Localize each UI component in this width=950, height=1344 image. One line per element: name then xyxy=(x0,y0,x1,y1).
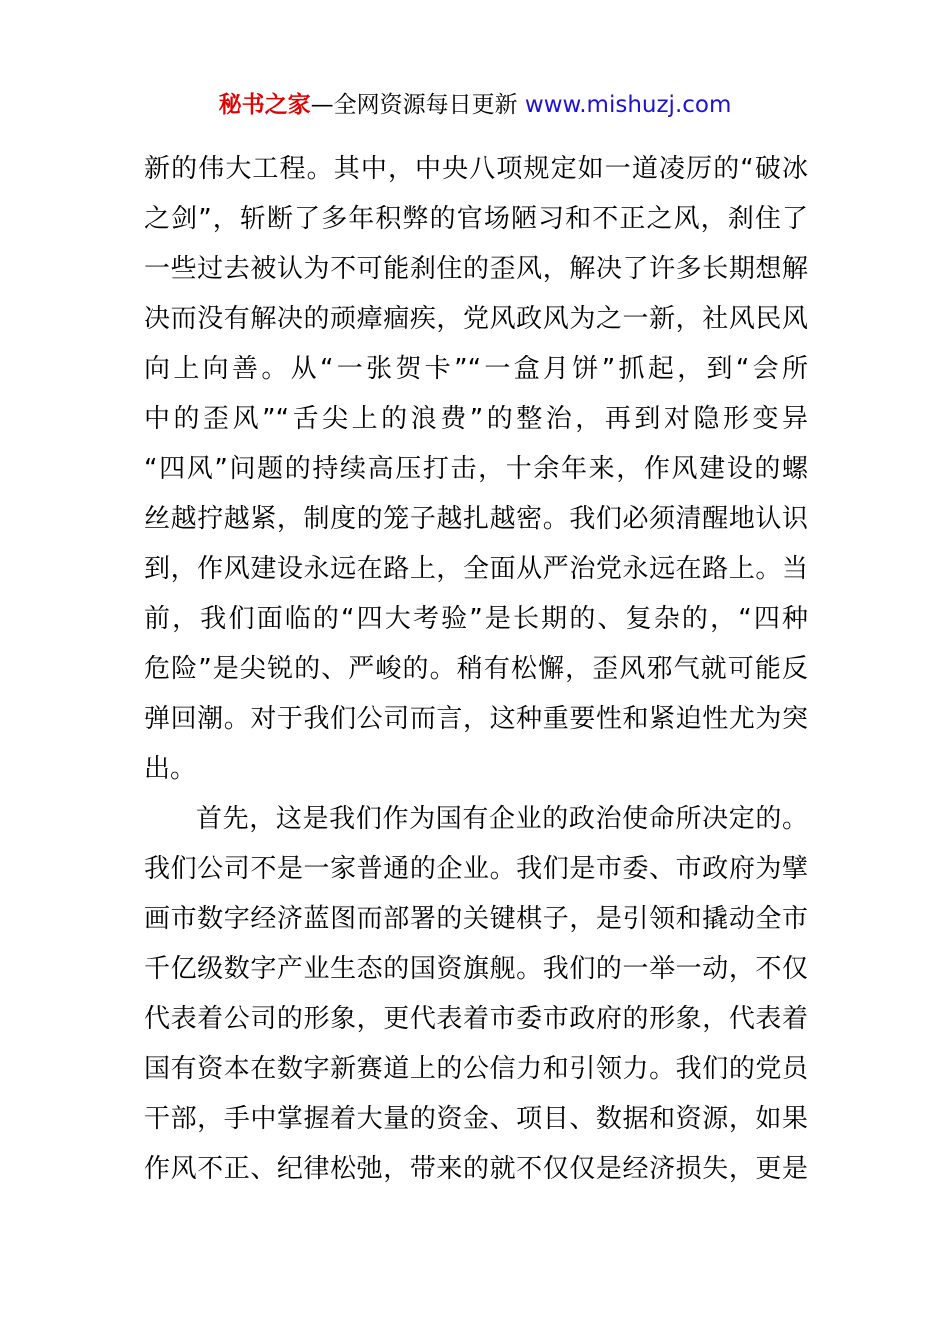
text-line: “四风”问题的持续高压打击，十余年来，作风建设的螺 xyxy=(144,454,808,484)
page-header xyxy=(0,88,950,122)
text-line: 首先，这是我们作为国有企业的政治使命所决定的。 xyxy=(196,804,808,834)
text-line: 决而没有解决的顽瘴痼疾，党风政风为之一新，社风民风 xyxy=(144,304,808,334)
text-line: 作风不正、纪律松弛，带来的就不仅仅是经济损失，更是 xyxy=(144,1154,808,1184)
body-text xyxy=(144,144,808,1194)
text-line: 前，我们面临的“四大考验”是长期的、复杂的，“四种 xyxy=(144,604,808,634)
text-line: 国有资本在数字新赛道上的公信力和引领力。我们的党员 xyxy=(144,1054,808,1084)
text-line: 千亿级数字产业生态的国资旗舰。我们的一举一动，不仅 xyxy=(144,954,808,984)
text-line: 危险”是尖锐的、严峻的。稍有松懈，歪风邪气就可能反 xyxy=(144,654,808,684)
text-line: 出。 xyxy=(144,754,197,784)
text-line: 画市数字经济蓝图而部署的关键棋子，是引领和撬动全市 xyxy=(144,904,808,934)
text-line: 到，作风建设永远在路上，全面从严治党永远在路上。当 xyxy=(144,554,808,584)
site-url-link[interactable]: www.mishuzj.com xyxy=(524,92,732,118)
text-line: 新的伟大工程。其中，中央八项规定如一道凌厉的“破冰 xyxy=(144,154,808,184)
text-line: 弹回潮。对于我们公司而言，这种重要性和紧迫性尤为突 xyxy=(144,704,808,734)
text-line: 代表着公司的形象，更代表着市委市政府的形象，代表着 xyxy=(144,1004,808,1034)
text-line: 一些过去被认为不可能刹住的歪风，解决了许多长期想解 xyxy=(144,254,808,284)
text-line: 我们公司不是一家普通的企业。我们是市委、市政府为擘 xyxy=(144,854,808,884)
text-line: 丝越拧越紧，制度的笼子越扎越密。我们必须清醒地认识 xyxy=(144,504,808,534)
site-tagline: —全网资源每日更新 xyxy=(310,92,525,118)
text-line: 之剑”，斩断了多年积弊的官场陋习和不正之风，刹住了 xyxy=(144,204,808,234)
text-line: 向上向善。从“一张贺卡”“一盒月饼”抓起，到“会所 xyxy=(144,354,808,384)
text-line: 干部，手中掌握着大量的资金、项目、数据和资源，如果 xyxy=(144,1104,808,1134)
text-line: 中的歪风”“舌尖上的浪费”的整治，再到对隐形变异 xyxy=(144,404,808,434)
site-brand: 秘书之家 xyxy=(218,92,311,118)
